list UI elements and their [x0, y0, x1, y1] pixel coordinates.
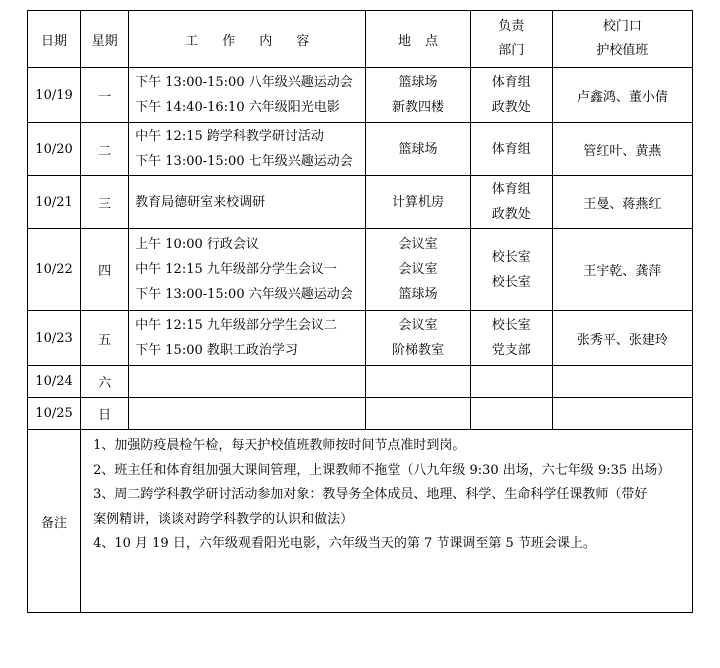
work-cell — [129, 366, 366, 398]
day-cell: 二 — [81, 123, 129, 176]
notes-label: 备注 — [28, 430, 81, 613]
weekly-schedule-table — [27, 10, 693, 613]
header-row — [28, 11, 693, 68]
notes-content — [81, 430, 693, 613]
responsible-cell — [470, 398, 552, 430]
date-cell: 10/22 — [28, 229, 81, 311]
location-cell — [366, 176, 470, 229]
location-item: 会议室 — [398, 237, 438, 252]
responsible-cell — [470, 311, 552, 366]
header-responsible-line1: 负责 — [498, 19, 525, 34]
work-item: 下午 13:00-15:00 六年级兴趣运动会 — [135, 287, 353, 302]
work-item: 下午 13:00-15:00 七年级兴趣运动会 — [135, 154, 353, 169]
day-cell: 六 — [81, 366, 129, 398]
responsible-cell — [470, 176, 552, 229]
table-row — [28, 68, 693, 123]
location-item: 会议室 — [398, 318, 438, 333]
responsible-cell — [470, 68, 552, 123]
day-cell: 一 — [81, 68, 129, 123]
work-cell — [129, 123, 366, 176]
location-cell — [366, 68, 470, 123]
responsible-item: 体育组 — [491, 75, 531, 90]
header-responsible-line2: 部门 — [498, 43, 525, 58]
work-cell — [129, 398, 366, 430]
work-item: 中午 12:15 跨学科教学研讨活动 — [135, 129, 324, 144]
header-work-label: 工作内容 — [185, 33, 334, 49]
location-cell — [366, 398, 470, 430]
header-duty-line2: 护校值班 — [596, 43, 649, 58]
location-item: 计算机房 — [392, 194, 445, 210]
table-row — [28, 311, 693, 366]
date-cell: 10/24 — [28, 366, 81, 398]
work-cell — [129, 311, 366, 366]
work-item: 下午 15:00 教职工政治学习 — [135, 343, 298, 358]
note-item: 案例精讲，谈谈对跨学科教学的认识和做法） — [93, 511, 354, 527]
duty-cell: 卢鑫鸿、董小倩 — [552, 68, 692, 123]
notes-row — [28, 430, 693, 613]
table-row — [28, 229, 693, 311]
duty-cell — [552, 398, 692, 430]
header-duty — [552, 11, 692, 68]
responsible-item: 校长室 — [491, 274, 531, 290]
date-cell: 10/23 — [28, 311, 81, 366]
location-item: 会议室 — [398, 262, 438, 277]
day-cell: 五 — [81, 311, 129, 366]
day-cell: 三 — [81, 176, 129, 229]
date-cell: 10/20 — [28, 123, 81, 176]
date-cell: 10/21 — [28, 176, 81, 229]
work-cell — [129, 176, 366, 229]
responsible-cell — [470, 229, 552, 311]
responsible-item: 体育组 — [491, 182, 531, 197]
header-location — [366, 11, 470, 68]
duty-cell: 王曼、蒋燕红 — [552, 176, 692, 229]
responsible-cell — [470, 123, 552, 176]
note-item: 4、10 月 19 日，六年级观看阳光电影，六年级当天的第 7 节课调至第 5 节班会课上。 — [93, 536, 596, 551]
header-day: 星期 — [81, 11, 129, 68]
duty-cell — [552, 366, 692, 398]
date-cell: 10/19 — [28, 68, 81, 123]
note-item: 1、加强防疫晨检午检，每天护校值班教师按时间节点准时到岗。 — [93, 438, 466, 453]
responsible-cell — [470, 366, 552, 398]
responsible-item: 政教处 — [491, 207, 531, 222]
location-item: 篮球场 — [398, 75, 438, 90]
location-cell — [366, 123, 470, 176]
table-row — [28, 123, 693, 176]
location-cell — [366, 366, 470, 398]
location-item: 篮球场 — [398, 287, 438, 302]
note-item: 2、班主任和体育组加强大课间管理，上课教师不拖堂（八九年级 9:30 出场，六七年级 9:35 出场） — [93, 462, 671, 478]
location-cell — [366, 229, 470, 311]
header-duty-line1: 校门口 — [602, 19, 642, 34]
location-item: 阶梯教室 — [392, 343, 445, 358]
day-cell: 四 — [81, 229, 129, 311]
location-item: 篮球场 — [398, 141, 438, 157]
table-row — [28, 366, 693, 398]
responsible-item: 政教处 — [491, 100, 531, 115]
header-location-label: 地点 — [398, 33, 453, 49]
header-date: 日期 — [28, 11, 81, 68]
day-cell: 日 — [81, 398, 129, 430]
work-item: 中午 12:15 九年级部分学生会议一 — [135, 262, 337, 277]
duty-cell: 管红叶、黄燕 — [552, 123, 692, 176]
header-responsible — [470, 11, 552, 68]
responsible-item: 校长室 — [491, 249, 531, 265]
table-row — [28, 176, 693, 229]
table-row — [28, 398, 693, 430]
date-cell: 10/25 — [28, 398, 81, 430]
duty-cell: 王宇乾、龚萍 — [552, 229, 692, 311]
work-item: 上午 10:00 行政会议 — [135, 237, 259, 252]
header-work — [129, 11, 366, 68]
work-item: 中午 12:15 九年级部分学生会议二 — [135, 318, 337, 333]
duty-cell: 张秀平、张建玲 — [552, 311, 692, 366]
location-cell — [366, 311, 470, 366]
work-item: 下午 13:00-15:00 八年级兴趣运动会 — [135, 75, 353, 90]
work-item: 教育局德研室来校调研 — [135, 194, 266, 210]
work-item: 下午 14:40-16:10 六年级阳光电影 — [135, 100, 340, 115]
note-item: 3、周二跨学科教学研讨活动参加对象：教导务全体成员、地理、科学、生命科学任课教师（带好 — [93, 487, 648, 502]
work-cell — [129, 229, 366, 311]
location-item: 新教四楼 — [392, 100, 445, 115]
work-cell — [129, 68, 366, 123]
responsible-item: 校长室 — [491, 318, 531, 333]
responsible-item: 党支部 — [491, 343, 531, 358]
responsible-item: 体育组 — [491, 141, 531, 157]
